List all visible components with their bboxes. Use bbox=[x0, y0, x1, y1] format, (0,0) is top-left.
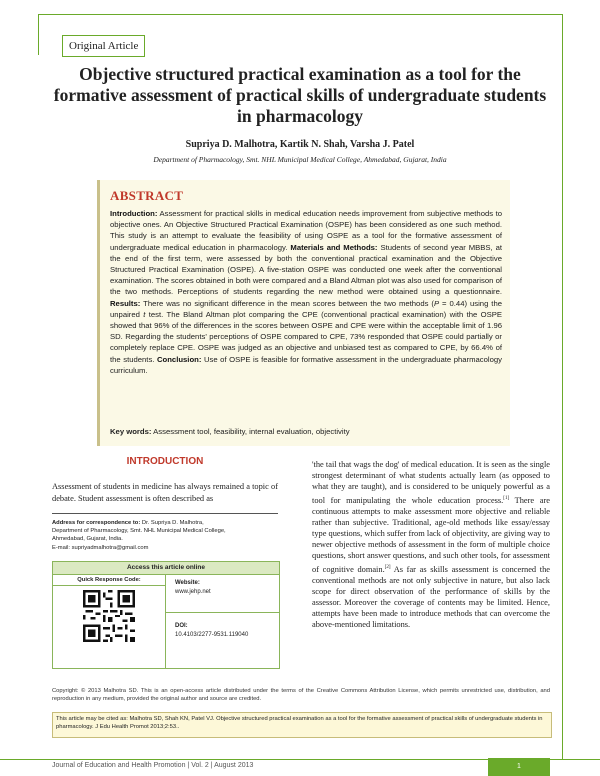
access-box-vertical-divider bbox=[165, 575, 166, 668]
introduction-right-column bbox=[312, 459, 550, 631]
footer-separator: | bbox=[187, 762, 190, 769]
abstract-conclusion-text: Use of OSPE is feasible for formative assessment in the undergraduate pharmacology curriculum. bbox=[110, 354, 502, 375]
doi-label: DOI: bbox=[175, 623, 188, 629]
article-type-label: Original Article bbox=[62, 35, 145, 57]
reference-2[interactable]: [2] bbox=[384, 564, 391, 570]
footer-separator: | bbox=[210, 762, 213, 769]
abstract-intro-label: Introduction: bbox=[110, 209, 158, 218]
correspondence-block bbox=[52, 519, 278, 552]
doi-link[interactable]: 10.4103/2277-9531.119040 bbox=[175, 632, 249, 638]
footer-date: August 2013 bbox=[214, 762, 254, 769]
abstract-results-text-1: There was no significant difference in the mean scores between the two methods ( bbox=[143, 298, 434, 308]
qr-code[interactable] bbox=[83, 590, 135, 642]
author-list: Supriya D. Malhotra, Kartik N. Shah, Varsha J. Patel bbox=[185, 139, 415, 150]
correspondence-email[interactable]: E-mail: supriyadmalhotra@gmail.com bbox=[52, 544, 149, 551]
abstract-results-text-3: test. The Bland Altman plot comparing the CPE (conventional practical examination) with the OSPE showed that 96% of the differences in the scores between OSPE and CPE were within the acceptable limit of 1.96 SD. Regarding the students' perceptions of OSPE compared to CPE, 73% responded that OSPE could partially or completely replace CPE. OSPE was judged as an objective and unbiased test as compared to CPE, by 66.4% of the students. bbox=[110, 309, 502, 364]
abstract-intro-text: Assessment for practical skills in medical education needs improvement from subjective methods to objective ones. An Objective Structured Practical Examination (OSPE) has been considered as one such method. This study is an attempt to evaluate the feasibility of using OSPE as a tool for the formative assessment of undergraduate medical education in pharmacology. bbox=[110, 209, 502, 252]
intro-right-text-3: As far as skills assessment is concerned the conventional methods are not only subjective in nature, but also lack scope for direct observation of the performance of skills by the assessor. Moreover the coverage of contents may be limited. Hence, attempts have been made to introduce methods that can overcome the above-mentioned limitations. bbox=[312, 564, 550, 630]
keywords-label: Key words: bbox=[110, 427, 152, 436]
abstract-results-t: t bbox=[143, 309, 146, 319]
abstract-results-p: P bbox=[433, 298, 440, 308]
website-label: Website: bbox=[175, 580, 200, 586]
right-border bbox=[562, 14, 563, 759]
copyright-notice: Copyright: © 2013 Malhotra SD. This is an open-access article distributed under the terms of the Creative Commons Attribution License, which permits unrestricted use, distribution, and reproduction in any medium, provided the original author and source are credited. bbox=[52, 688, 550, 702]
footer-journal-info bbox=[52, 762, 253, 769]
page-number: 1 bbox=[488, 758, 550, 776]
access-box-horizontal-divider bbox=[166, 612, 279, 613]
citation-box: This article may be cited as: Malhotra SD, Shah KN, Patel VJ. Objective structured practical examination as a tool for the formative assessment of practical skills of undergraduate students in pharmacology. J Edu Health Promot 2013;2:53.. bbox=[52, 712, 552, 738]
correspondence-line2: Ahmedabad, Gujarat, India. bbox=[52, 536, 123, 543]
keywords-text: Assessment tool, feasibility, internal evaluation, objectivity bbox=[153, 427, 350, 436]
author-affiliation: Department of Pharmacology, Smt. NHL Municipal Medical College, Ahmedabad, Gujarat, India bbox=[153, 155, 447, 164]
article-title: Objective structured practical examination as a tool for the formative assessment of practical skills of undergraduate students in pharmacology bbox=[53, 64, 547, 126]
correspondence-divider bbox=[52, 513, 278, 514]
abstract-heading: ABSTRACT bbox=[110, 188, 184, 203]
abstract-conclusion-label: Conclusion: bbox=[156, 354, 202, 364]
abstract-results-text-2: = 0.44) using the unpaired bbox=[110, 298, 502, 319]
footer-journal-name: Journal of Education and Health Promotion bbox=[52, 762, 186, 769]
website-link[interactable]: www.jehp.net bbox=[175, 589, 211, 595]
correspondence-label: Address for correspondence to: bbox=[52, 520, 141, 526]
abstract-results-label: Results: bbox=[110, 298, 141, 308]
reference-1[interactable]: [1] bbox=[503, 495, 510, 501]
intro-right-text-1: 'the tail that wags the dog' of medical education. It is seen as the single strongest determinant of what students actually learn (as opposed to what they are taught), and is considered to be uniquely powerful as a tool for manipulating the whole education process. bbox=[312, 460, 550, 505]
keywords bbox=[110, 426, 502, 437]
introduction-left-column: Assessment of students in medicine has always remained a topic of debate. Student assessment is often described as bbox=[52, 482, 278, 503]
correspondence-name: Dr. Supriya D. Malhotra, bbox=[141, 520, 204, 526]
access-box-title: Access this article online bbox=[53, 562, 279, 575]
qr-code-label: Quick Response Code: bbox=[53, 575, 166, 586]
access-article-box bbox=[52, 561, 280, 669]
introduction-heading: INTRODUCTION bbox=[126, 456, 204, 467]
abstract-text bbox=[110, 208, 502, 376]
intro-right-text-2: There are continuous attempts to make assessment more objective and reliable rather than subjective. Traditional, age-old methods like essay/essay type questions, which suffer from lack of objectivity, are giving way to newer objective methods of assessment in the form of multiple choice questions, short answer questions, and such other tools, for assessment of cognitive domain. bbox=[312, 495, 550, 574]
correspondence-line1: Department of Pharmacology, Smt. NHL Municipal Medical College, bbox=[52, 528, 226, 535]
footer-volume: Vol. 2 bbox=[191, 762, 209, 769]
abstract-methods-label: Materials and Methods: bbox=[290, 242, 378, 252]
abstract-methods-text: Students of second year MBBS, at the end of the first term, were assessed by both the conventional practical examination and the Objective Structured Practical Examination (OSPE). A five-station OSPE was conducted one week after the conventional examination. The scores obtained in both were compared and a Bland Altman plot was also used for comparison of the two methods. Perceptions of students regarding the new method were obtained using a questionnaire. bbox=[110, 242, 503, 297]
